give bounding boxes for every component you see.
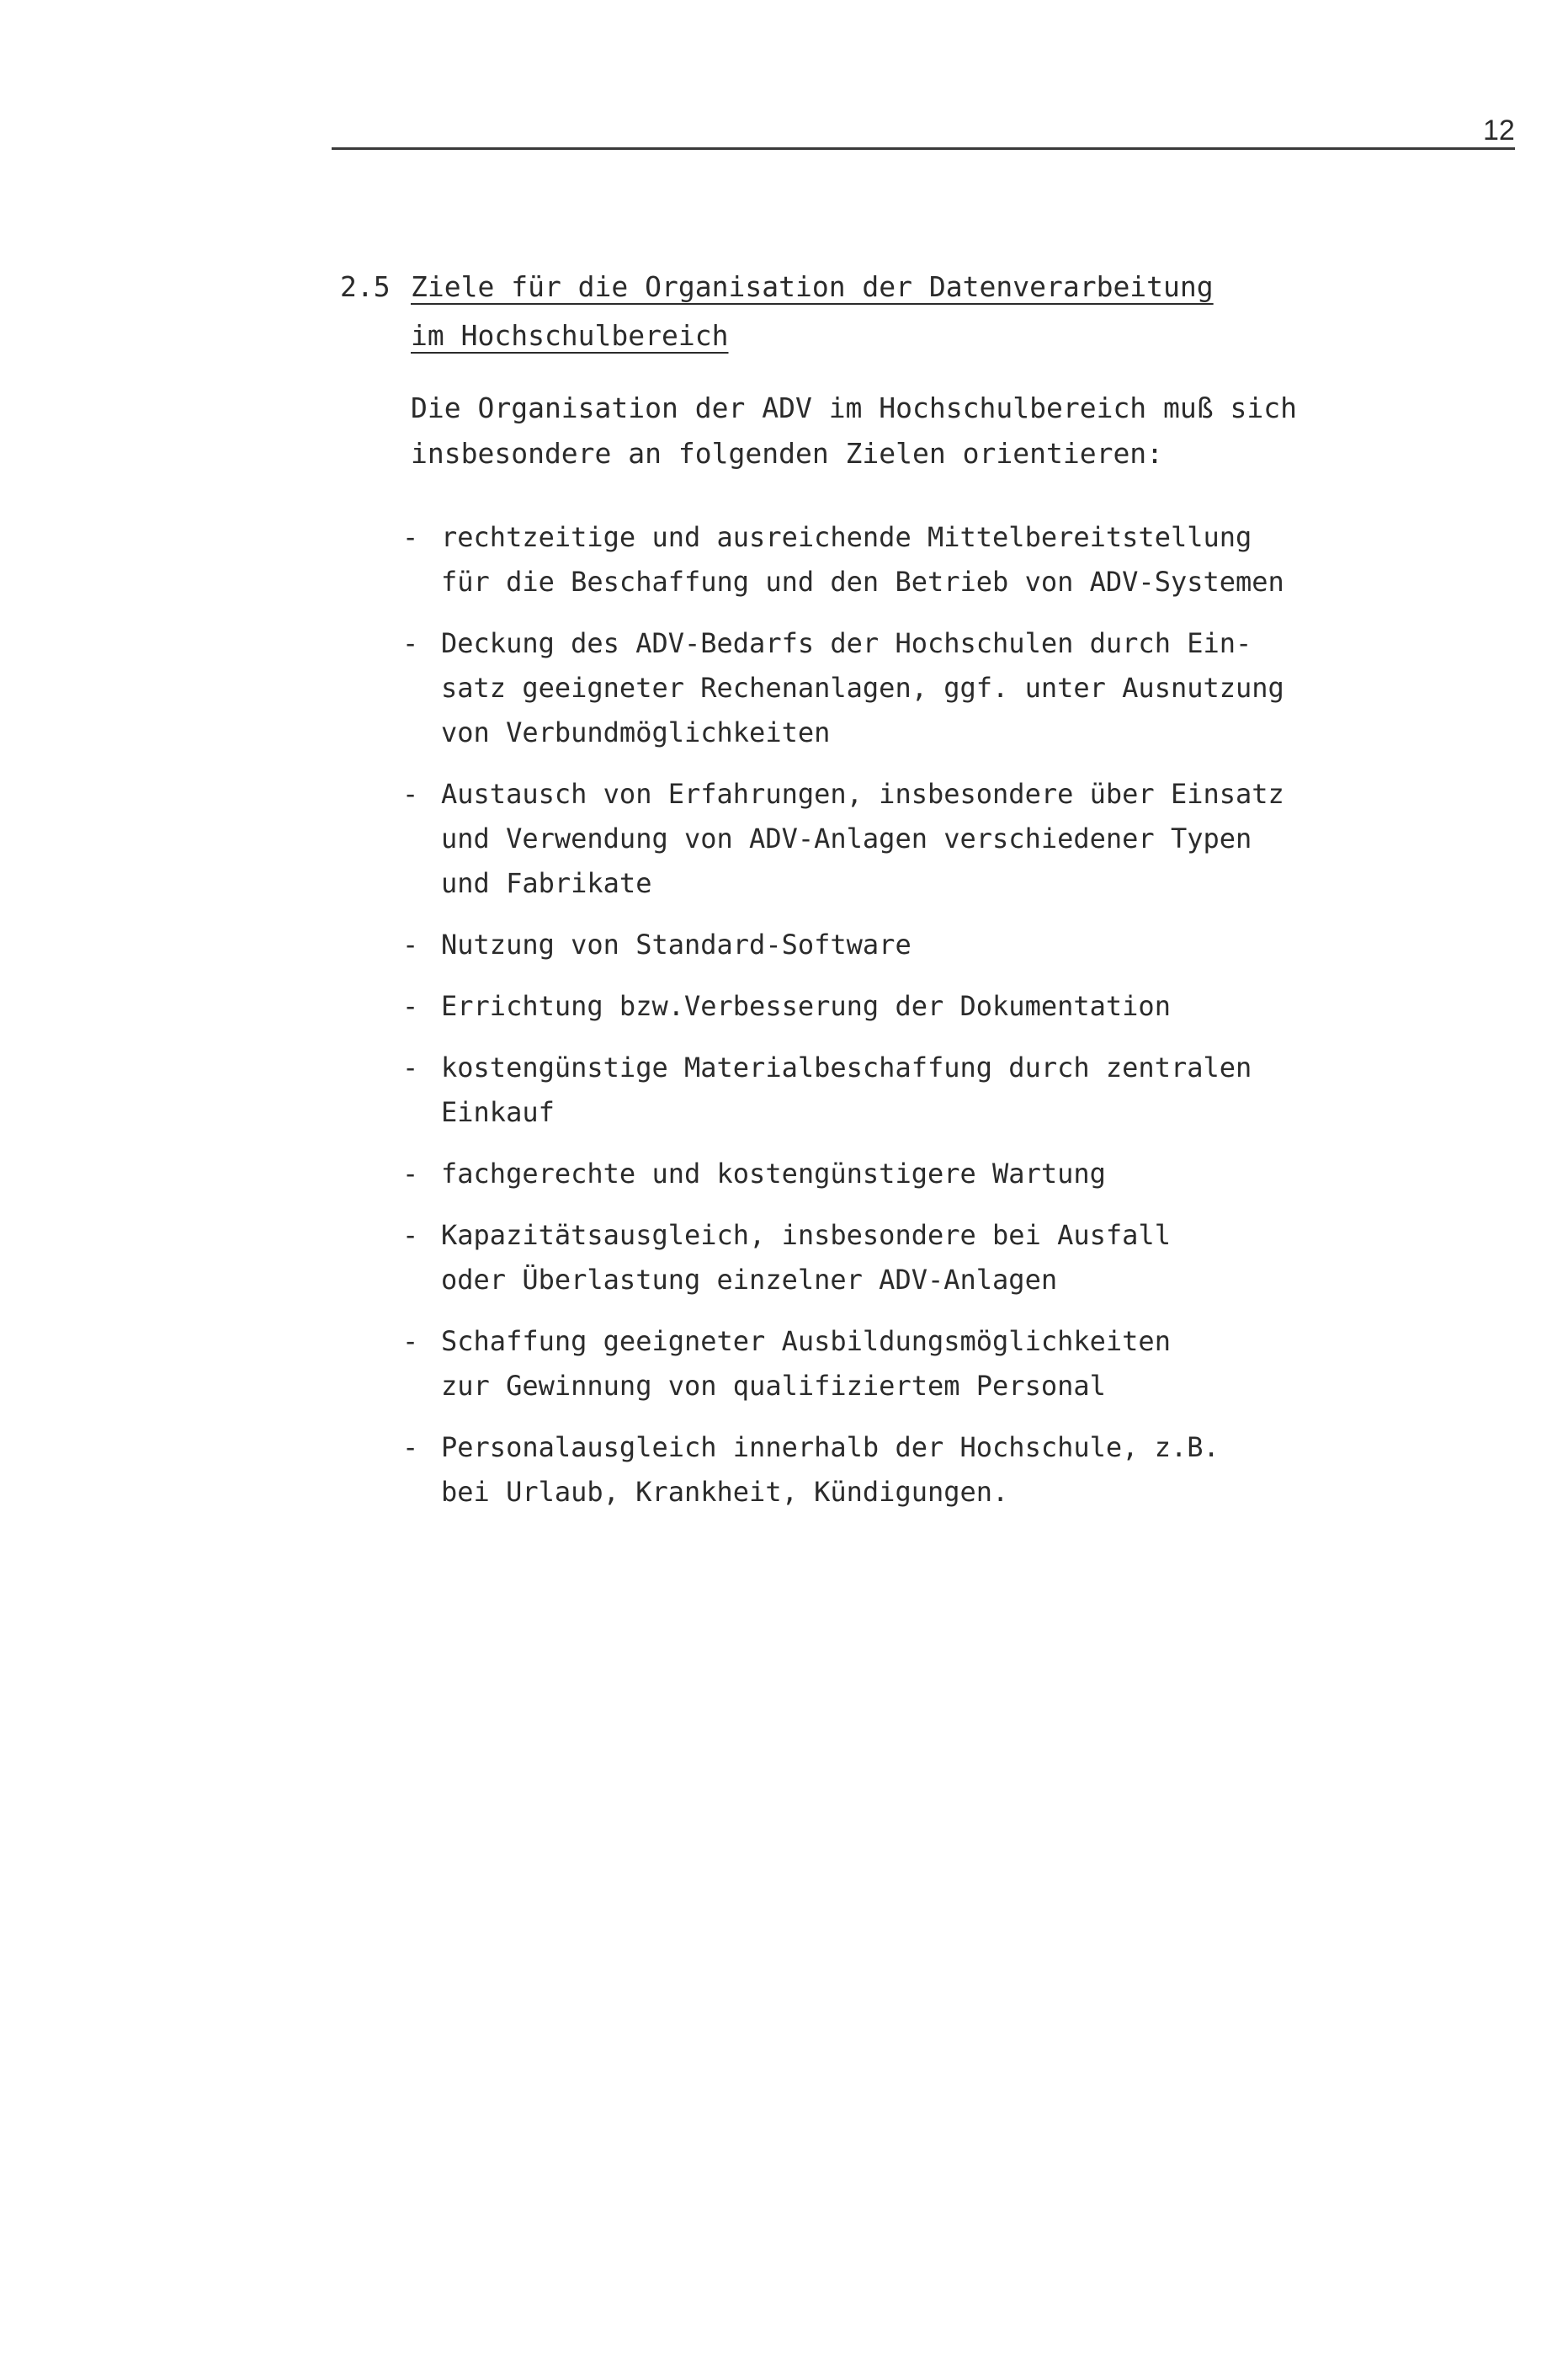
list-item [402,1046,1480,1135]
list-item-line: Einkauf [441,1096,555,1128]
section-title-line: Ziele für die Organisation der Datenverarbeitung [411,270,1214,303]
bullet-dash: - [402,778,419,810]
bullet-dash: - [402,1158,419,1190]
list-item [402,515,1480,604]
list-item-line: zur Gewinnung von qualifiziertem Personal [441,1370,1106,1402]
list-item-line: fachgerechte und kostengünstigere Wartung [441,1158,1106,1190]
list-item-line: Austausch von Erfahrungen, insbesondere über Einsatz [441,778,1284,810]
list-item [402,621,1480,755]
bullet-dash: - [402,521,419,553]
bullet-dash: - [402,929,419,961]
list-item-line: für die Beschaffung und den Betrieb von ADV-Systemen [441,566,1284,598]
list-item-line: Nutzung von Standard-Software [441,929,912,961]
section-title [411,263,1438,360]
intro-line: insbesondere an folgenden Zielen orientieren: [411,437,1164,470]
list-item-line: und Fabrikate [441,867,652,899]
intro-paragraph [411,386,1463,477]
bullet-dash: - [402,1325,419,1357]
list-item [402,1152,1480,1196]
goal-list [402,515,1480,1531]
list-item-line: kostengünstige Materialbeschaffung durch zentralen [441,1052,1252,1084]
list-item [402,923,1480,967]
list-item-line: Schaffung geeigneter Ausbildungsmöglichkeiten [441,1325,1171,1357]
list-item-line: von Verbundmöglichkeiten [441,716,831,748]
bullet-dash: - [402,1431,419,1463]
list-item-line: oder Überlastung einzelner ADV-Anlagen [441,1264,1058,1296]
intro-line: Die Organisation der ADV im Hochschulbereich muß sich [411,391,1297,424]
list-item [402,1213,1480,1302]
list-item-line: Deckung des ADV-Bedarfs der Hochschulen durch Ein- [441,627,1252,659]
section-title-line: im Hochschulbereich [411,319,729,352]
list-item-line: Personalausgleich innerhalb der Hochschule, z.B. [441,1431,1220,1463]
list-item [402,1319,1480,1408]
section-number: 2.5 [340,270,391,303]
list-item [402,984,1480,1029]
list-item-line: Errichtung bzw.Verbesserung der Dokumentation [441,990,1171,1022]
list-item-line: und Verwendung von ADV-Anlagen verschiedener Typen [441,823,1252,855]
list-item [402,1425,1480,1515]
list-item-line: bei Urlaub, Krankheit, Kündigungen. [441,1476,1009,1508]
header-rule [332,147,1515,150]
bullet-dash: - [402,990,419,1022]
bullet-dash: - [402,627,419,659]
list-item-line: rechtzeitige und ausreichende Mittelbereitstellung [441,521,1252,553]
bullet-dash: - [402,1052,419,1084]
list-item-line: satz geeigneter Rechenanlagen, ggf. unter Ausnutzung [441,672,1284,704]
list-item [402,772,1480,906]
list-item-line: Kapazitätsausgleich, insbesondere bei Ausfall [441,1219,1171,1251]
bullet-dash: - [402,1219,419,1251]
page-number: 12 [1483,114,1515,146]
